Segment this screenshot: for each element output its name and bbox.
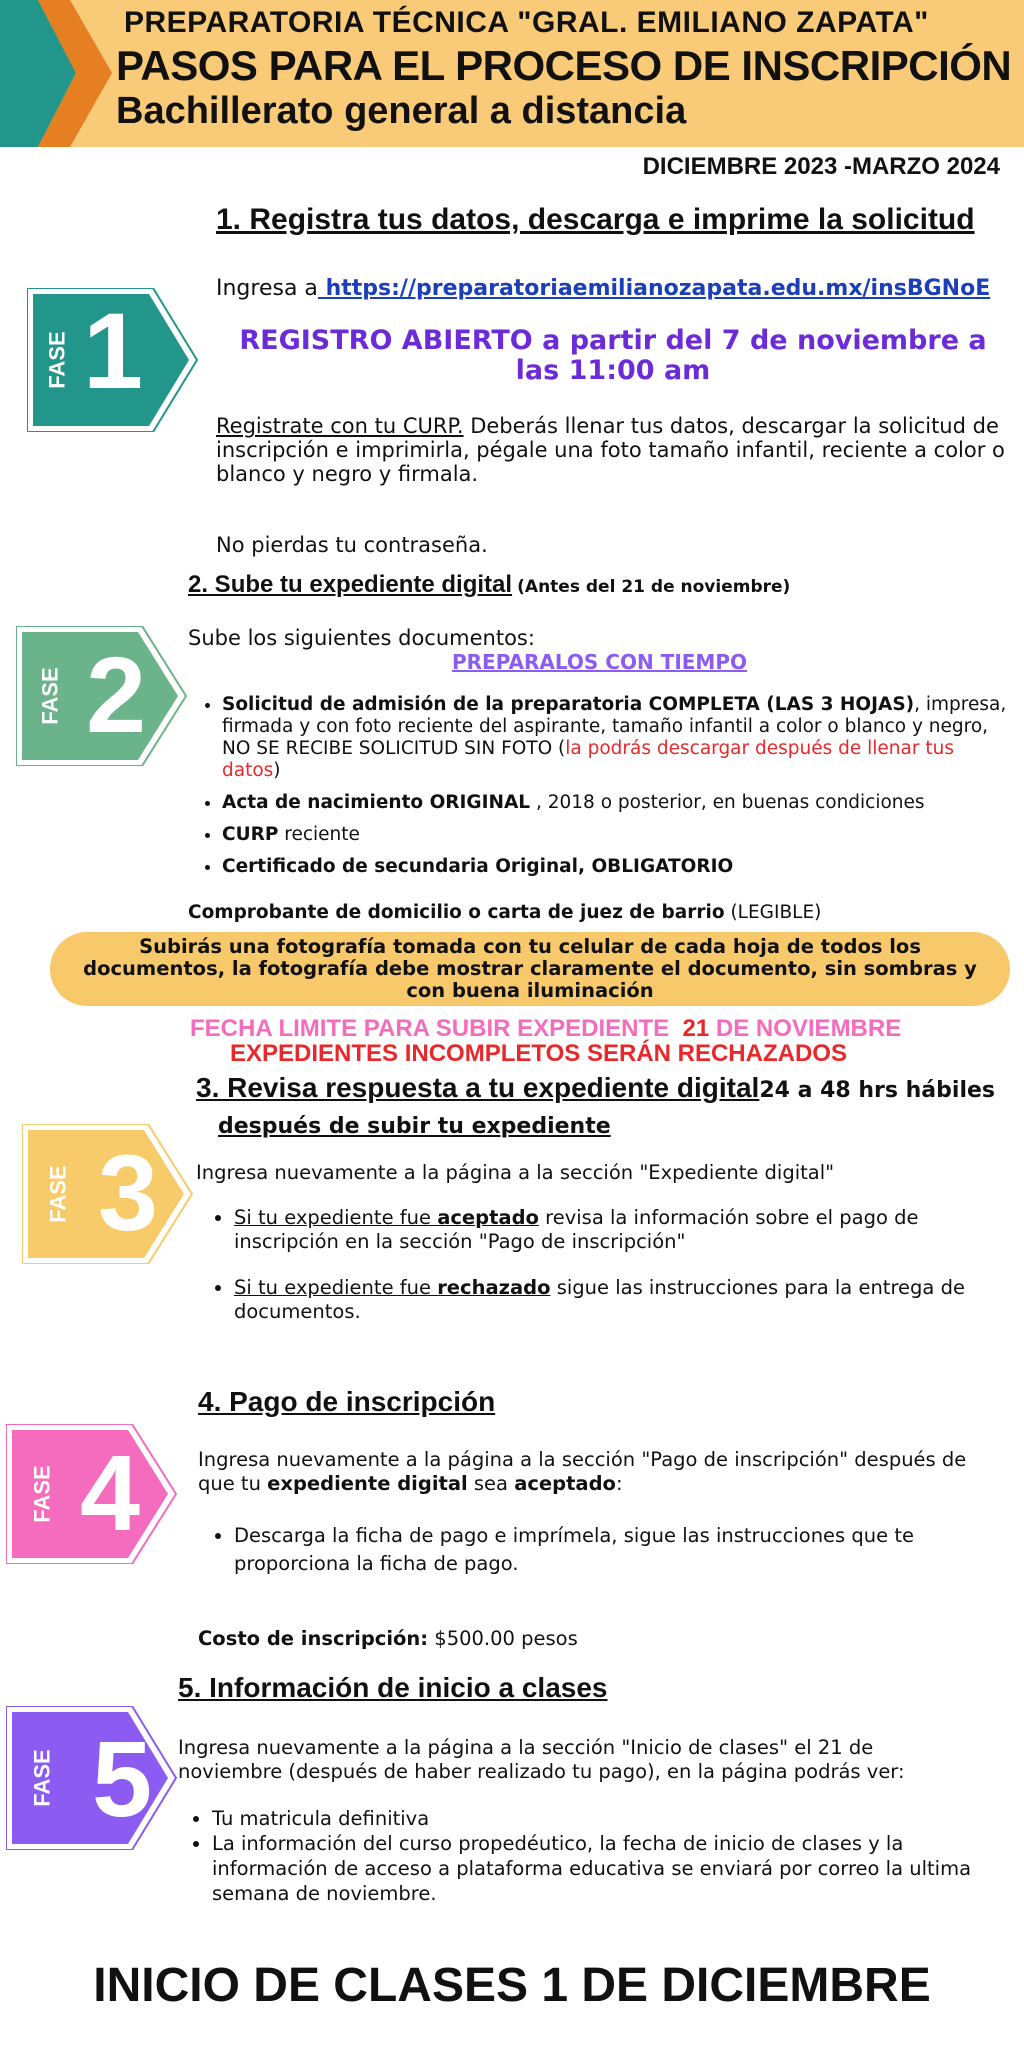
- doc-certificado: [222, 856, 1014, 878]
- fase-2-number: 2: [85, 634, 147, 755]
- fase-3-number: 3: [97, 1132, 159, 1253]
- doc-acta: [222, 792, 1014, 814]
- step4-intro: [198, 1448, 1004, 1496]
- fase-3-label: FASE: [45, 1165, 71, 1223]
- fase-1-label: FASE: [44, 331, 70, 389]
- step4-bullet: • Descarga la ficha de pago e imprímela, sigue las instrucciones que te proporciona la ficha de pago.: [234, 1522, 970, 1578]
- deadline-line: [190, 1015, 901, 1043]
- class-start-banner: INICIO DE CLASES 1 DE DICIEMBRE: [93, 1959, 931, 2012]
- fase-4-badge: [6, 1424, 178, 1564]
- step1-ingresa-line: [216, 276, 990, 301]
- documents-list: [198, 694, 1014, 878]
- fase-5-badge: [6, 1706, 178, 1850]
- step3-accepted-prefix: Si tu expediente fue: [234, 1206, 438, 1229]
- step5-list: [188, 1806, 1006, 1906]
- preparalos-notice: PREPARALOS CON TIEMPO: [452, 650, 747, 674]
- curp-details: Deberás llenar tus datos, descargar la solicitud de inscripción e imprimirla, pégale una foto tamaño infantil, reciente a color o blanco y negro y firmala.: [216, 414, 1005, 486]
- cost-label: Costo de inscripción:: [198, 1627, 429, 1650]
- step1-ingresa-text: Ingresa a: [216, 276, 318, 301]
- step3-rejected: [234, 1276, 1000, 1324]
- deadline-day: 21: [682, 1015, 710, 1042]
- step1-title: 1. Registra tus datos, descarga e imprime la solicitud: [216, 203, 975, 236]
- page-subtitle: Bachillerato general a distancia: [116, 90, 687, 132]
- school-name: PREPARATORIA TÉCNICA "GRAL. EMILIANO ZAPATA": [124, 6, 929, 39]
- doc-solicitud-hint: la podrás descargar después de llenar tus datos: [222, 738, 954, 781]
- step3-accepted: [234, 1206, 1000, 1254]
- doc-curp-title: CURP: [222, 824, 279, 845]
- step3-title: 3. Revisa respuesta a tu expediente digital: [196, 1072, 760, 1103]
- step2-deadline-note: (Antes del 21 de noviembre): [517, 577, 791, 597]
- doc-curp: [222, 824, 1014, 846]
- step3-intro: Ingresa nuevamente a la página a la sección "Expediente digital": [196, 1161, 835, 1184]
- step5-bullet-1: • Tu matricula definitiva: [212, 1806, 1006, 1831]
- doc-curp-detail: reciente: [278, 824, 360, 845]
- step4-intro-e: :: [615, 1472, 623, 1495]
- password-note: No pierdas tu contraseña.: [216, 533, 488, 557]
- fase-3-badge: [22, 1124, 194, 1264]
- step1-curp-paragraph: [216, 414, 1006, 486]
- rejected-warning: EXPEDIENTES INCOMPLETOS SERÁN RECHAZADOS: [230, 1040, 847, 1067]
- doc-solicitud-detail: , impresa, firmada y con foto reciente del aspirante, tamaño infantil a color o blanco y negro, NO SE RECIBE SOLICITUD SIN FOTO (: [222, 694, 1007, 759]
- fase-1-number: 1: [82, 290, 144, 411]
- step3-list: [210, 1206, 1000, 1324]
- step4-intro-a: Ingresa nuevamente a la página a la sección "Pago de inscripción" después de que tu: [198, 1448, 967, 1495]
- fase-5-label: FASE: [29, 1749, 55, 1807]
- doc-acta-detail: , 2018 o posterior, en buenas condiciones: [530, 792, 925, 813]
- step4-intro-c: sea: [467, 1472, 515, 1495]
- fase-1-badge: [27, 288, 199, 432]
- fase-4-number: 4: [79, 1432, 141, 1553]
- cost-line: [198, 1628, 578, 1650]
- step3-accepted-word: aceptado: [437, 1206, 539, 1229]
- step2-intro: Sube los siguientes documentos:: [188, 626, 535, 650]
- fase-4-label: FASE: [29, 1465, 55, 1523]
- registro-abierto: REGISTRO ABIERTO a partir del 7 de noviembre a las 11:00 am: [239, 325, 987, 386]
- fase-2-badge: [16, 626, 188, 766]
- doc-certificado-title: Certificado de secundaria Original, OBLIGATORIO: [222, 856, 734, 877]
- doc-solicitud: [222, 694, 1014, 782]
- fase-5-number: 5: [91, 1718, 153, 1839]
- curp-instruction: Registrate con tu CURP.: [216, 414, 464, 438]
- doc-solicitud-close: ): [273, 760, 281, 781]
- step5-bullet-2: • La información del curso propedéutico, la fecha de inicio de clases y la información de acceso a plataforma educativa se enviará por correo la ultima semana de noviembre.: [212, 1831, 1006, 1906]
- header-banner: [0, 0, 1024, 147]
- step5-title: 5. Información de inicio a clases: [178, 1672, 608, 1703]
- doc-solicitud-title: Solicitud de admisión de la preparatoria COMPLETA (LAS 3 HOJAS): [222, 694, 915, 715]
- step3-rejected-word: rechazado: [437, 1276, 551, 1299]
- step4-intro-d: aceptado: [514, 1472, 616, 1495]
- step2-title-line: [188, 571, 790, 599]
- step2-title: 2. Sube tu expediente digital: [188, 571, 513, 598]
- step4-intro-b: expediente digital: [267, 1472, 468, 1495]
- page-title: PASOS PARA EL PROCESO DE INSCRIPCIÓN: [116, 42, 1012, 89]
- doc-comprobante-detail: (LEGIBLE): [724, 902, 822, 923]
- step3-rejected-detail: sigue las instrucciones para la entrega de documentos.: [234, 1276, 965, 1323]
- step3-rejected-prefix: Si tu expediente fue: [234, 1276, 438, 1299]
- cost-value: $500.00 pesos: [428, 1627, 578, 1650]
- period-dates: DICIEMBRE 2023 -MARZO 2024: [642, 153, 1000, 180]
- doc-comprobante-title: Comprobante de domicilio o carta de juez de barrio: [188, 902, 725, 923]
- step3-after-note: después de subir tu expediente: [218, 1114, 611, 1139]
- step3-title-line: [196, 1072, 995, 1104]
- step3-time-note: 24 a 48 hrs hábiles: [759, 1078, 996, 1103]
- step3-accepted-detail: revisa la información sobre el pago de inscripción en la sección "Pago de inscripción": [234, 1206, 919, 1253]
- step4-title: 4. Pago de inscripción: [198, 1386, 496, 1417]
- deadline-label: FECHA LIMITE PARA SUBIR EXPEDIENTE: [190, 1015, 670, 1042]
- step5-intro: Ingresa nuevamente a la página a la sección "Inicio de clases" el 21 de noviembre (después de haber realizado tu pago), en la página podrás ver:: [178, 1736, 905, 1783]
- step4-list: [210, 1522, 970, 1578]
- doc-comprobante: [188, 902, 821, 924]
- doc-acta-title: Acta de nacimiento ORIGINAL: [222, 792, 531, 813]
- photo-note-text: Subirás una fotografía tomada con tu celular de cada hoja de todos los documentos, la fotografía debe mostrar claramente el documento, sin sombras y con buena iluminación: [83, 935, 977, 1002]
- fase-2-label: FASE: [37, 667, 63, 725]
- registration-link[interactable]: https://preparatoriaemilianozapata.edu.mx/insBGNoE: [317, 276, 991, 301]
- deadline-month: DE NOVIEMBRE: [715, 1015, 902, 1042]
- header-arrow-graphic: [0, 0, 130, 147]
